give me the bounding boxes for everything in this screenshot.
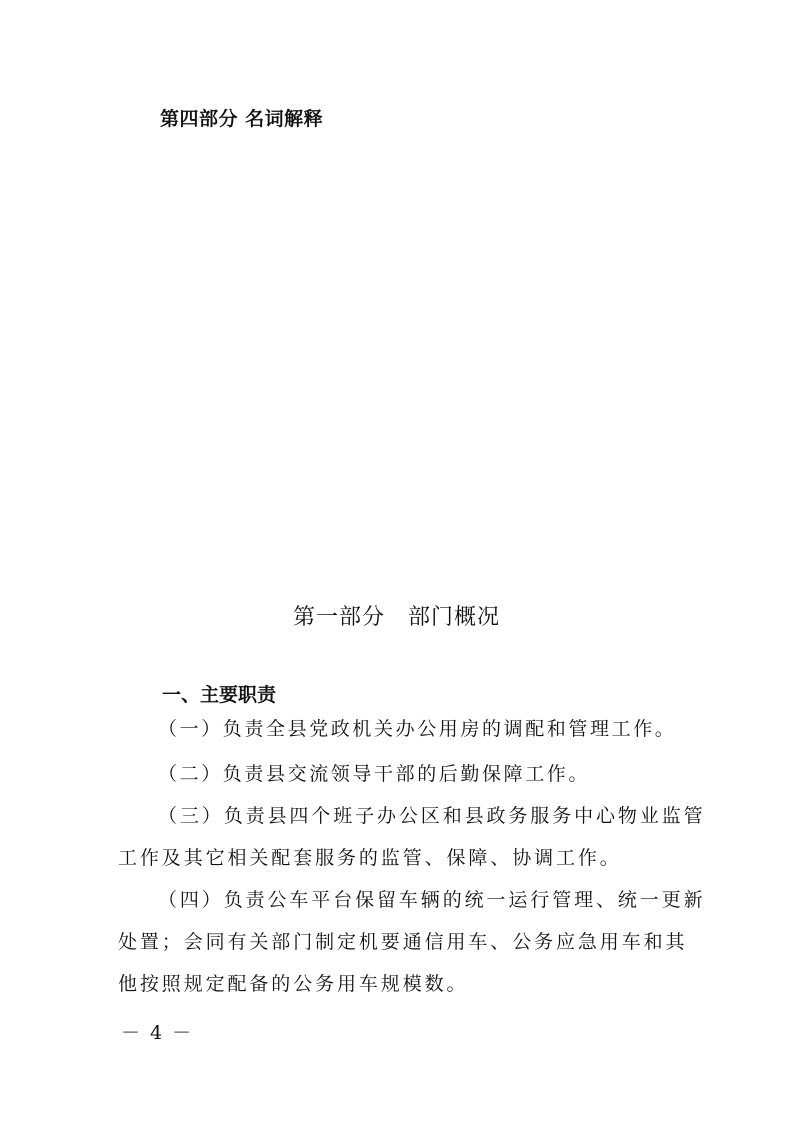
duty-line-7: 他按照规定配备的公务用车规模数。 (118, 973, 469, 995)
part-four-heading: 第四部分 名词解释 (160, 108, 324, 130)
duty-line-2: （二）负责县交流领导干部的后勤保障工作。 (158, 763, 591, 785)
duty-line-5: （四）负责公车平台保留车辆的统一运行管理、统一更新 (158, 889, 706, 911)
page-number: － 4 － (121, 1022, 194, 1044)
duty-line-1: （一）负责全县党政机关办公用房的调配和管理工作。 (158, 718, 677, 740)
sub-heading-main-duties: 一、主要职责 (162, 684, 277, 706)
duty-line-4: 工作及其它相关配套服务的监管、保障、协调工作。 (118, 847, 622, 869)
duty-line-6: 处置；会同有关部门制定机要通信用车、公务应急用车和其 (118, 931, 688, 953)
duty-line-3: （三）负责县四个班子办公区和县政务服务中心物业监管 (158, 805, 706, 827)
section-title: 第一部分 部门概况 (292, 605, 500, 630)
